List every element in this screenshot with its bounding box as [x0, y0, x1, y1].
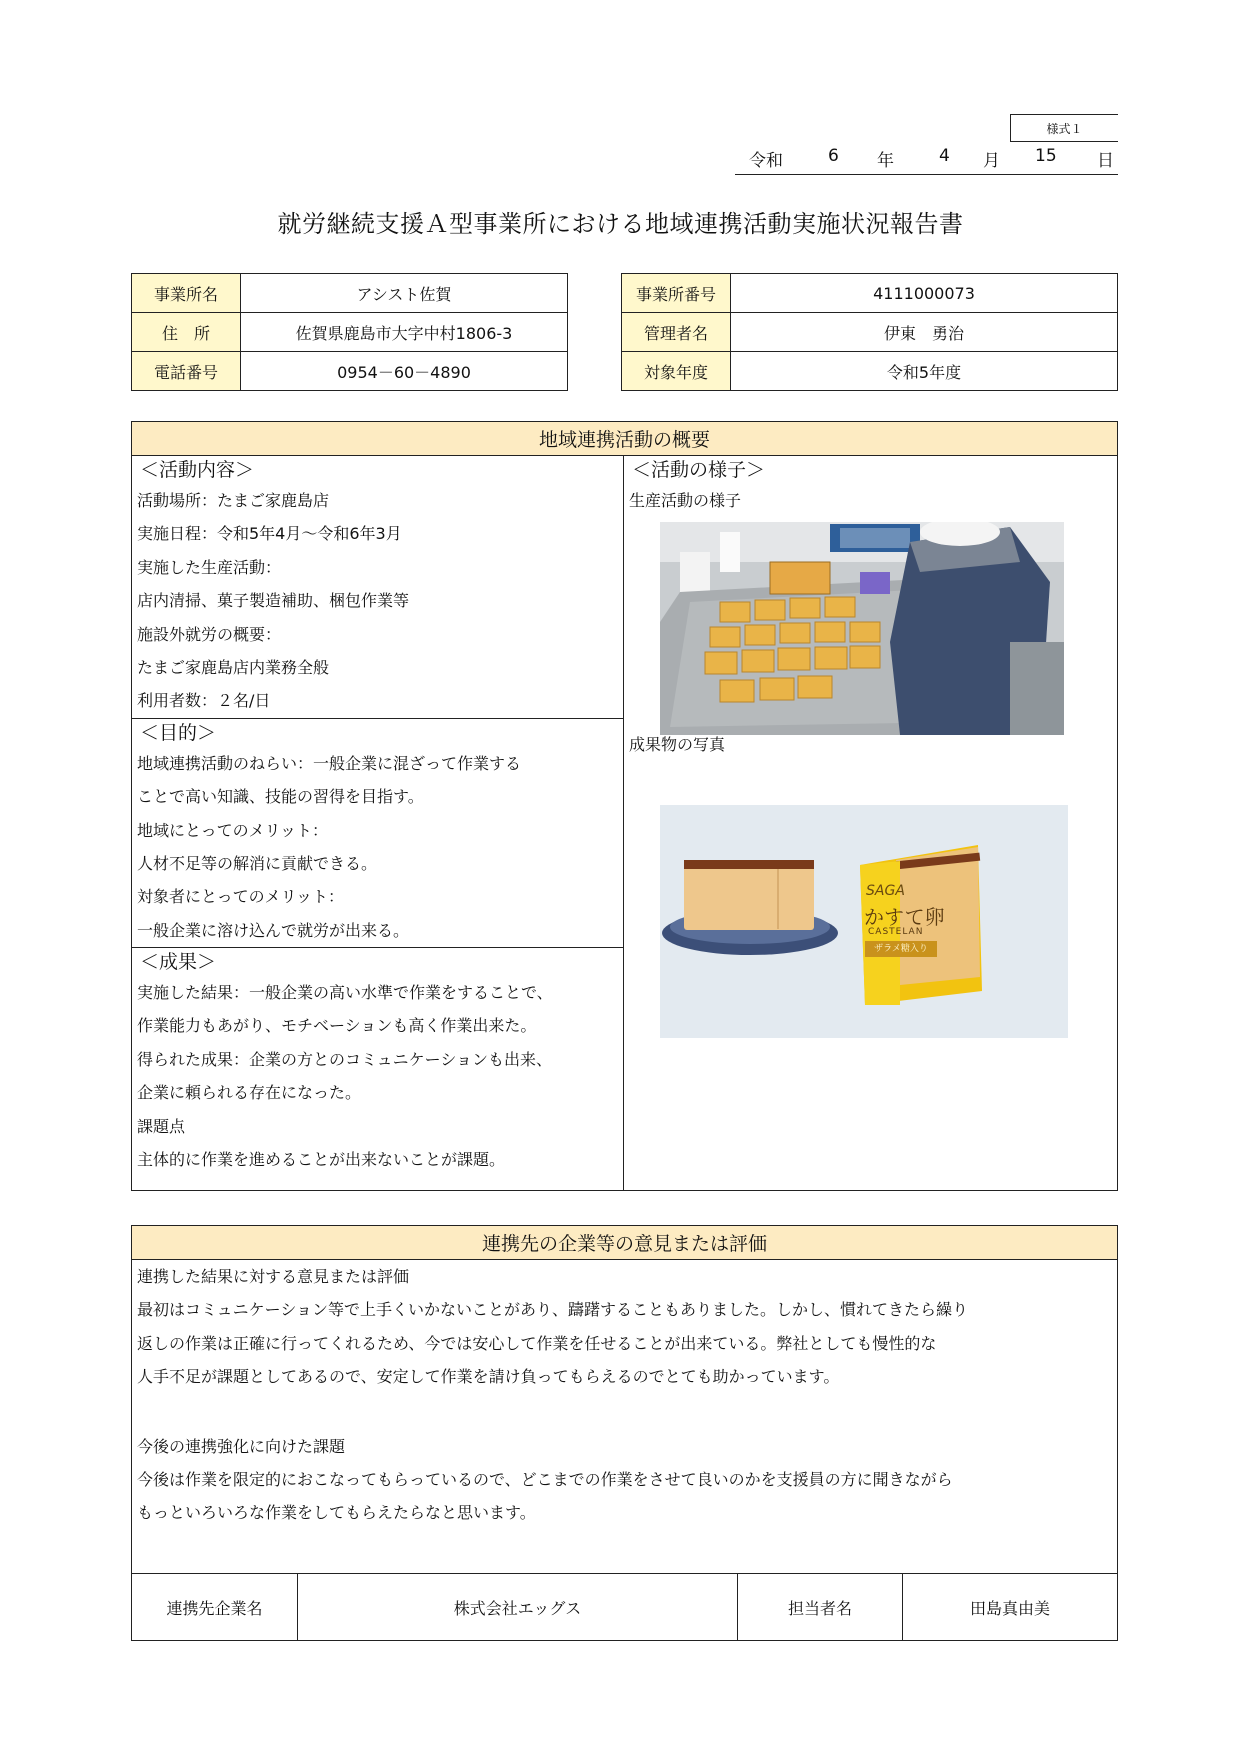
manager-label: 管理者名: [622, 313, 731, 352]
overview-right-column: [624, 456, 1117, 1190]
overview-section: [131, 421, 1118, 1191]
evaluation-line: 連携した結果に対する意見または評価: [137, 1267, 410, 1286]
facility-name-label: 事業所名: [132, 274, 241, 313]
activity-content-heading: ＜活動内容＞: [140, 459, 255, 481]
result-heading: ＜成果＞: [140, 951, 217, 974]
package-name: かすて卵: [864, 905, 945, 929]
address-value: 佐賀県鹿島市大字中村1806-3: [241, 313, 568, 352]
activity-content-line: 店内清掃、菓子製造補助、梱包作業等: [137, 591, 410, 611]
result-line: 課題点: [137, 1116, 186, 1136]
result-line: 企業に頼られる存在になった。: [137, 1083, 362, 1103]
purpose-heading: ＜目的＞: [140, 721, 217, 744]
activity-content-line: たまご家鹿島店内業務全般: [137, 657, 330, 677]
date-day-unit: 日: [1097, 151, 1114, 171]
activity-content-lines: [132, 484, 623, 718]
facility-number-label: 事業所番号: [622, 274, 731, 313]
activity-content-line: 実施した生産活動：: [137, 557, 282, 577]
overview-left-column: [132, 456, 624, 1190]
facility-admin-table: [621, 273, 1118, 391]
purpose-line: 地域にとってのメリット：: [137, 820, 329, 840]
package-sub: CASTELAN: [868, 927, 924, 937]
date-year-unit: 年: [877, 151, 894, 171]
photo2-caption: 成果物の写真: [629, 735, 726, 754]
evaluation-line: 今後の連携強化に向けた課題: [137, 1436, 346, 1456]
result-line: 得られた成果：企業の方とのコミュニケーションも出来、: [137, 1049, 553, 1069]
activity-content-line: 実施日程：令和5年4月～令和6年3月: [137, 524, 402, 544]
purpose-line: 人材不足等の解消に貢献できる。: [137, 853, 378, 873]
fiscal-year-label: 対象年度: [622, 352, 731, 391]
package-brand: SAGA: [866, 883, 905, 899]
form-number-label: 様式１: [1010, 114, 1118, 142]
evaluation-line: 人手不足が課題としてあるので、安定して作業を請け負ってもらえるのでとても助かっています。: [137, 1367, 840, 1387]
evaluation-line: 最初はコミュニケーション等で上手くいかないことがあり、躊躇することもありました。しかし、慣れてきたら繰り: [137, 1300, 969, 1320]
product-photo: [660, 805, 1068, 1038]
document-title: 就労継続支援Ａ型事業所における地域連携活動実施状況報告書: [277, 210, 964, 238]
purpose-lines: [132, 747, 623, 947]
evaluation-header: 連携先の企業等の意見または評価: [132, 1226, 1117, 1260]
activity-scene-heading: ＜活動の様子＞: [632, 459, 766, 481]
manager-value: 伊東 勇治: [731, 313, 1118, 352]
result-block: [132, 947, 623, 1176]
photo1-caption: 生産活動の様子: [629, 491, 742, 510]
result-line: 実施した結果：一般企業の高い水準で作業をすることで、: [137, 983, 553, 1003]
partner-company-label: 連携先企業名: [132, 1574, 298, 1641]
evaluation-line: 今後は作業を限定的におこなってもらっているので、どこまでの作業をさせて良いのかを支援員の方に聞きながら: [137, 1469, 953, 1489]
date-year: 6: [828, 146, 839, 166]
facility-number-value: 4111000073: [731, 274, 1118, 313]
evaluation-comments: [132, 1260, 1117, 1394]
partner-person-value: 田島真由美: [903, 1574, 1118, 1641]
facility-name-value: アシスト佐賀: [241, 274, 568, 313]
date-month: 4: [939, 146, 950, 166]
evaluation-line: 返しの作業は正確に行ってくれるため、今では安心して作業を任せることが出来ている。弊社としても慢性的な: [137, 1333, 937, 1353]
evaluation-spacer: [132, 1394, 1117, 1430]
report-date: [735, 144, 1118, 175]
date-day: 15: [1035, 146, 1057, 166]
activity-content-line: 利用者数：２名/日: [137, 691, 271, 711]
package-band: ザラメ糖入り: [865, 941, 937, 957]
date-era: 令和: [749, 151, 783, 171]
purpose-line: 地域連携活動のねらい：一般企業に混ざって作業する: [137, 753, 522, 773]
production-activity-image: [660, 522, 1064, 735]
phone-label: 電話番号: [132, 352, 241, 391]
activity-content-line: 活動場所：たまご家鹿島店: [137, 491, 330, 510]
date-month-unit: 月: [983, 151, 1000, 171]
production-activity-photo: [660, 522, 1064, 735]
evaluation-future-issues: [132, 1430, 1117, 1530]
result-line: 主体的に作業を進めることが出来ないことが課題。: [137, 1150, 506, 1170]
purpose-line: 一般企業に溶け込んで就労が出来る。: [137, 920, 410, 940]
partner-person-label: 担当者名: [738, 1574, 903, 1641]
purpose-line: ことで高い知識、技能の習得を目指す。: [137, 787, 424, 807]
partner-company-value: 株式会社エッグス: [298, 1574, 738, 1641]
purpose-block: [132, 718, 623, 947]
partner-table: [131, 1573, 1118, 1641]
purpose-line: 対象者にとってのメリット：: [137, 887, 345, 907]
fiscal-year-value: 令和5年度: [731, 352, 1118, 391]
result-line: 作業能力もあがり、モチベーションも高く作業出来た。: [137, 1016, 537, 1036]
result-lines: [132, 976, 623, 1176]
overview-header: 地域連携活動の概要: [132, 422, 1117, 456]
activity-content-line: 施設外就労の概要：: [137, 624, 282, 644]
address-label: 住 所: [132, 313, 241, 352]
phone-value: 0954－60－4890: [241, 352, 568, 391]
facility-info-table: [131, 273, 568, 391]
evaluation-line: もっといろいろな作業をしてもらえたらなと思います。: [137, 1503, 536, 1523]
